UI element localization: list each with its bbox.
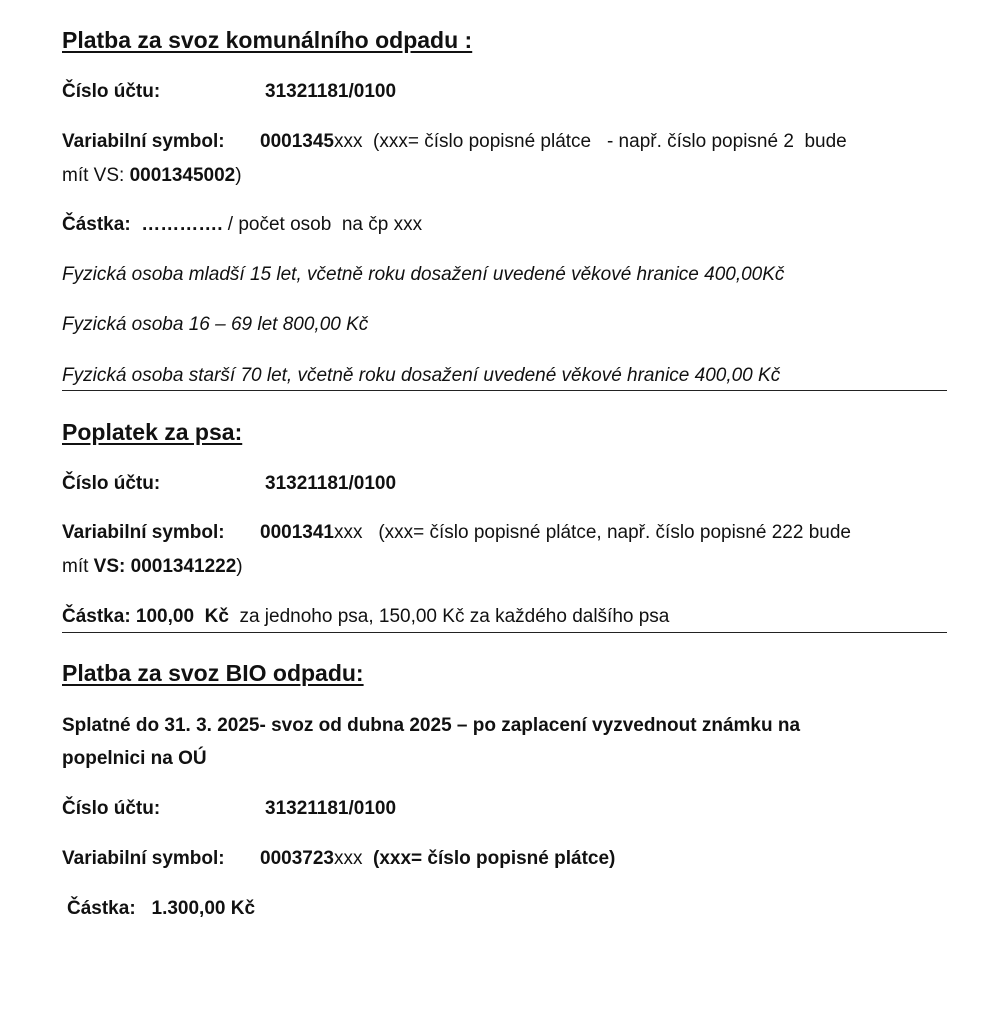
- amount-row-dog: [62, 605, 669, 629]
- account-row-bio: [62, 797, 396, 821]
- rate-16-69: Fyzická osoba 16 – 69 let 800,00 Kč: [62, 314, 369, 335]
- vs-code-suffix: xxx: [333, 131, 363, 152]
- vs-note-prefix: mít VS:: [62, 165, 130, 186]
- amount-value: 1.300,00 Kč: [151, 898, 256, 919]
- amount-rest: za jednoho psa, 150,00 Kč za každého dalšího psa: [228, 606, 670, 627]
- vs-note-prefix: mít: [62, 556, 94, 577]
- section-divider: [62, 632, 947, 633]
- amount-row-bio: [67, 897, 255, 921]
- vs-note: (xxx= číslo popisné plátce): [373, 848, 616, 869]
- vs-note-suffix: ): [235, 165, 242, 186]
- vs-note-suffix: ): [236, 556, 243, 577]
- amount-dots: ………….: [141, 214, 223, 235]
- due-note-line1: Splatné do 31. 3. 2025- svoz od dubna 2025 – po zaplacení vyzvednout známku na: [62, 715, 801, 736]
- account-row-municipal: [62, 80, 396, 104]
- vs-row-bio: [62, 847, 615, 871]
- account-label: Číslo účtu:: [62, 81, 161, 102]
- due-note-line2: popelnici na OÚ: [62, 748, 207, 769]
- vs-label: Variabilní symbol:: [62, 848, 225, 869]
- vs-code-suffix: xxx: [333, 522, 363, 543]
- section-divider: [62, 390, 947, 391]
- vs-example: 0001345002: [129, 165, 236, 186]
- account-label: Číslo účtu:: [62, 473, 161, 494]
- amount-label: Částka: 100,00 Kč: [62, 606, 229, 627]
- vs-row-dog: [62, 521, 851, 545]
- account-number: 31321181/0100: [265, 798, 397, 819]
- account-number: 31321181/0100: [265, 473, 397, 494]
- vs-code: 0003723: [260, 848, 334, 869]
- account-number: 31321181/0100: [265, 81, 397, 102]
- vs-note: (xxx= číslo popisné plátce, např. číslo popisné 222 bude: [378, 522, 851, 543]
- vs-code-suffix: xxx: [333, 848, 363, 869]
- vs-example: VS: 0001341222: [93, 556, 237, 577]
- vs-label: Variabilní symbol:: [62, 131, 225, 152]
- rate-over-70: Fyzická osoba starší 70 let, včetně roku dosažení uvedené věkové hranice 400,00 Kč: [62, 365, 781, 386]
- vs-row-municipal: [62, 130, 847, 154]
- account-row-dog: [62, 472, 396, 496]
- section-heading-bio-waste: Platba za svoz BIO odpadu:: [62, 660, 364, 686]
- section-heading-municipal-waste: Platba za svoz komunálního odpadu :: [62, 27, 473, 53]
- amount-label: Částka:: [67, 898, 136, 919]
- amount-row-municipal: [62, 213, 422, 237]
- amount-rest: / počet osob na čp xxx: [222, 214, 423, 235]
- section-heading-dog-fee: Poplatek za psa:: [62, 419, 243, 445]
- vs-row-dog-cont: [62, 555, 243, 579]
- amount-label: Částka:: [62, 214, 131, 235]
- rate-under-15: Fyzická osoba mladší 15 let, včetně roku dosažení uvedené věkové hranice 400,00Kč: [62, 264, 785, 285]
- vs-code: 0001345: [260, 131, 334, 152]
- vs-code: 0001341: [260, 522, 334, 543]
- account-label: Číslo účtu:: [62, 798, 161, 819]
- vs-label: Variabilní symbol:: [62, 522, 225, 543]
- vs-note: (xxx= číslo popisné plátce - např. číslo popisné 2 bude: [373, 131, 847, 152]
- vs-row-municipal-cont: [62, 164, 242, 188]
